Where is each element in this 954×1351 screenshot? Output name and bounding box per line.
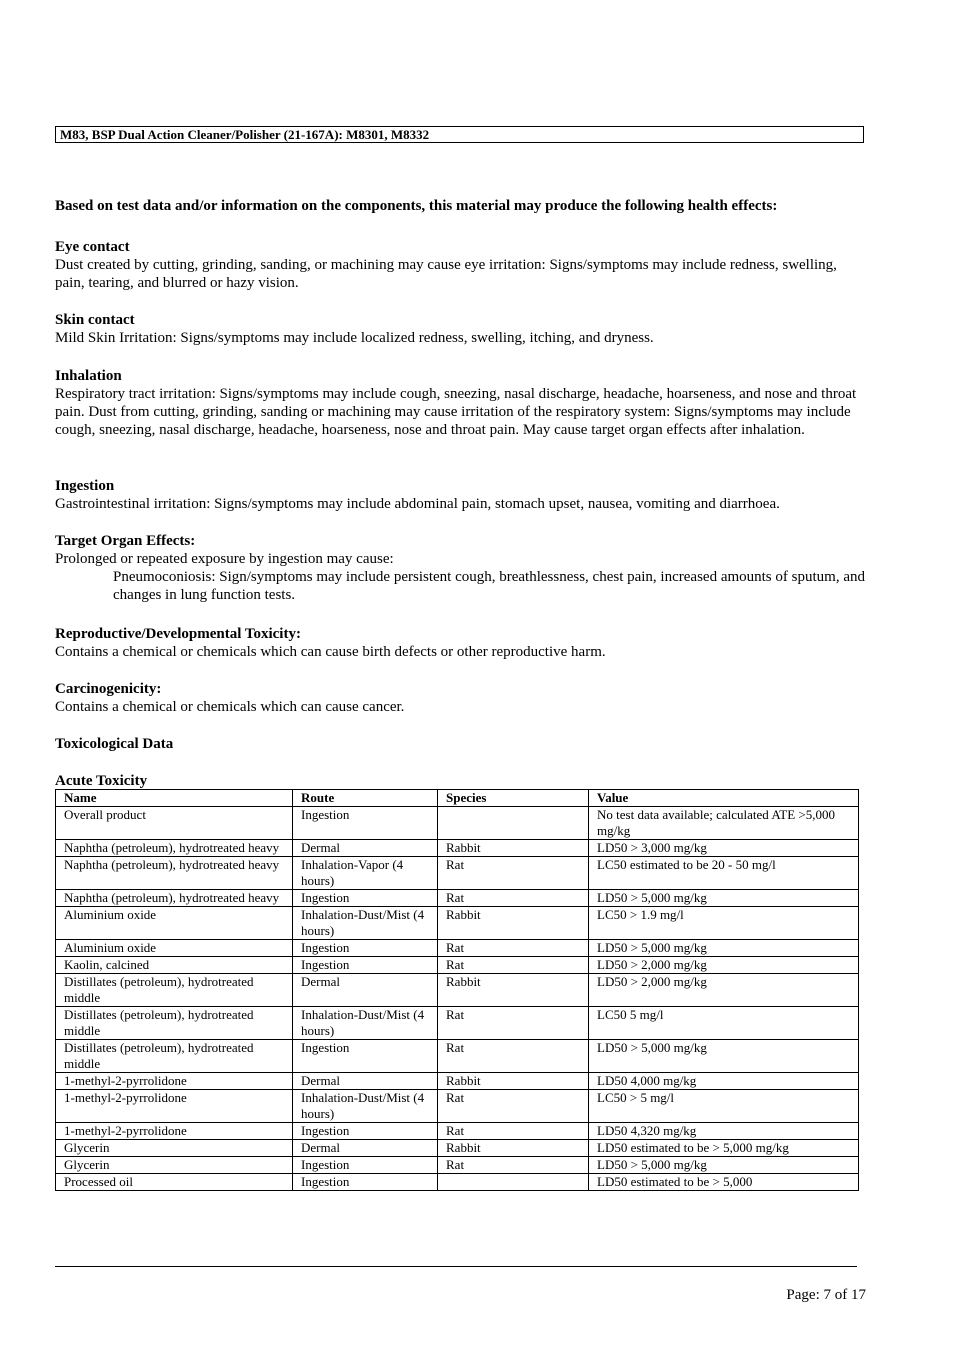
cell-value: LD50 > 5,000 mg/kg xyxy=(589,940,859,957)
target-organ-text: Prolonged or repeated exposure by ingestion may cause: xyxy=(55,551,394,567)
cell-species: Rat xyxy=(438,1090,589,1123)
cell-route: Inhalation-Dust/Mist (4 hours) xyxy=(293,1007,438,1040)
cell-name: Naphtha (petroleum), hydrotreated heavy xyxy=(56,890,293,907)
eye-contact-text: Dust created by cutting, grinding, sanding, or machining may cause eye irritation: Signs/symptoms may include redness, swelling, pain, tearing, and blurred or hazy vision. xyxy=(55,257,837,291)
cell-name: Glycerin xyxy=(56,1157,293,1174)
cell-species: Rabbit xyxy=(438,1140,589,1157)
acute-toxicity-table xyxy=(55,789,859,1191)
cell-route: Inhalation-Vapor (4 hours) xyxy=(293,857,438,890)
repro-heading: Reproductive/Developmental Toxicity: xyxy=(55,626,301,642)
column-header-value: Value xyxy=(589,790,859,807)
column-header-species: Species xyxy=(438,790,589,807)
cell-value: LD50 > 5,000 mg/kg xyxy=(589,1157,859,1174)
target-organ-indented-text: Pneumoconiosis: Sign/symptoms may include persistent cough, breathlessness, chest pain, increased amounts of sputum, and changes in lung function tests. xyxy=(113,569,865,603)
acute-toxicity-table-body xyxy=(56,807,859,1191)
cell-name: Distillates (petroleum), hydrotreated middle xyxy=(56,1040,293,1073)
cell-route: Ingestion xyxy=(293,1157,438,1174)
cell-species: Rat xyxy=(438,857,589,890)
cell-value: No test data available; calculated ATE >5,000 mg/kg xyxy=(589,807,859,840)
cell-route: Ingestion xyxy=(293,890,438,907)
inhalation-section xyxy=(55,367,870,439)
table-row xyxy=(56,840,859,857)
page-number: Page: 7 of 17 xyxy=(786,1287,866,1303)
cell-species xyxy=(438,807,589,840)
acute-toxicity-heading: Acute Toxicity xyxy=(55,773,148,789)
cell-value: LD50 > 2,000 mg/kg xyxy=(589,974,859,1007)
skin-contact-heading: Skin contact xyxy=(55,312,135,328)
cell-species: Rat xyxy=(438,940,589,957)
table-row xyxy=(56,1090,859,1123)
cell-species: Rat xyxy=(438,957,589,974)
cell-route: Ingestion xyxy=(293,940,438,957)
target-organ-section xyxy=(55,532,870,604)
cell-value: LD50 4,320 mg/kg xyxy=(589,1123,859,1140)
cell-name: Aluminium oxide xyxy=(56,940,293,957)
cell-value: LD50 > 5,000 mg/kg xyxy=(589,1040,859,1073)
eye-contact-section xyxy=(55,238,870,292)
cell-name: 1-methyl-2-pyrrolidone xyxy=(56,1073,293,1090)
cell-route: Ingestion xyxy=(293,1174,438,1191)
footer-divider xyxy=(55,1266,857,1267)
carcinogenicity-heading: Carcinogenicity: xyxy=(55,681,162,697)
table-row xyxy=(56,940,859,957)
cell-value: LC50 estimated to be 20 - 50 mg/l xyxy=(589,857,859,890)
carcinogenicity-text: Contains a chemical or chemicals which can cause cancer. xyxy=(55,699,405,715)
table-row xyxy=(56,1040,859,1073)
cell-name: 1-methyl-2-pyrrolidone xyxy=(56,1090,293,1123)
cell-route: Ingestion xyxy=(293,957,438,974)
cell-species: Rabbit xyxy=(438,840,589,857)
cell-route: Ingestion xyxy=(293,1123,438,1140)
table-row xyxy=(56,1157,859,1174)
cell-species: Rabbit xyxy=(438,1073,589,1090)
inhalation-text: Respiratory tract irritation: Signs/symptoms may include cough, sneezing, nasal discharge, headache, hoarseness, and nose and throat pain. Dust from cutting, grinding, sanding or machining may cause irritation of the respiratory system: Signs/symptoms may include cough, sneezing, nasal discharge, headache, hoarseness, nose and throat pain. May cause target organ effects after inhalation. xyxy=(55,386,857,438)
cell-species xyxy=(438,1174,589,1191)
toxicological-data-heading: Toxicological Data xyxy=(55,736,174,752)
cell-name: Glycerin xyxy=(56,1140,293,1157)
table-row xyxy=(56,907,859,940)
cell-value: LD50 > 3,000 mg/kg xyxy=(589,840,859,857)
skin-contact-text: Mild Skin Irritation: Signs/symptoms may include localized redness, swelling, itching, and dryness. xyxy=(55,330,654,346)
table-row xyxy=(56,1073,859,1090)
table-row xyxy=(56,1140,859,1157)
cell-name: Distillates (petroleum), hydrotreated middle xyxy=(56,1007,293,1040)
table-row xyxy=(56,1007,859,1040)
cell-species: Rat xyxy=(438,1157,589,1174)
table-row xyxy=(56,857,859,890)
cell-name: Overall product xyxy=(56,807,293,840)
column-header-route: Route xyxy=(293,790,438,807)
repro-text: Contains a chemical or chemicals which can cause birth defects or other reproductive harm. xyxy=(55,644,606,660)
cell-value: LC50 > 1.9 mg/l xyxy=(589,907,859,940)
cell-route: Inhalation-Dust/Mist (4 hours) xyxy=(293,1090,438,1123)
cell-route: Dermal xyxy=(293,974,438,1007)
cell-name: Naphtha (petroleum), hydrotreated heavy xyxy=(56,840,293,857)
table-row xyxy=(56,1174,859,1191)
carcinogenicity-section xyxy=(55,680,870,716)
cell-species: Rabbit xyxy=(438,974,589,1007)
cell-species: Rat xyxy=(438,1007,589,1040)
cell-value: LD50 > 5,000 mg/kg xyxy=(589,890,859,907)
cell-value: LD50 estimated to be > 5,000 mg/kg xyxy=(589,1140,859,1157)
cell-species: Rat xyxy=(438,890,589,907)
cell-name: Kaolin, calcined xyxy=(56,957,293,974)
cell-name: Aluminium oxide xyxy=(56,907,293,940)
cell-route: Inhalation-Dust/Mist (4 hours) xyxy=(293,907,438,940)
cell-name: Processed oil xyxy=(56,1174,293,1191)
cell-value: LD50 estimated to be > 5,000 xyxy=(589,1174,859,1191)
cell-species: Rat xyxy=(438,1123,589,1140)
cell-name: 1-methyl-2-pyrrolidone xyxy=(56,1123,293,1140)
skin-contact-section xyxy=(55,311,870,347)
cell-name: Naphtha (petroleum), hydrotreated heavy xyxy=(56,857,293,890)
cell-route: Dermal xyxy=(293,1073,438,1090)
inhalation-heading: Inhalation xyxy=(55,368,122,384)
health-effects-intro: Based on test data and/or information on the components, this material may produce the following health effects: xyxy=(55,198,778,214)
table-row xyxy=(56,1123,859,1140)
cell-name: Distillates (petroleum), hydrotreated middle xyxy=(56,974,293,1007)
ingestion-section xyxy=(55,477,870,513)
table-header-row xyxy=(56,790,859,807)
cell-value: LD50 > 2,000 mg/kg xyxy=(589,957,859,974)
ingestion-text: Gastrointestinal irritation: Signs/symptoms may include abdominal pain, stomach upset, nausea, vomiting and diarrhoea. xyxy=(55,496,780,512)
cell-species: Rabbit xyxy=(438,907,589,940)
cell-value: LC50 > 5 mg/l xyxy=(589,1090,859,1123)
cell-route: Dermal xyxy=(293,840,438,857)
repro-section xyxy=(55,625,870,661)
cell-route: Dermal xyxy=(293,1140,438,1157)
cell-route: Ingestion xyxy=(293,1040,438,1073)
table-row xyxy=(56,957,859,974)
table-row xyxy=(56,890,859,907)
table-row xyxy=(56,807,859,840)
ingestion-heading: Ingestion xyxy=(55,478,115,494)
target-organ-heading: Target Organ Effects: xyxy=(55,533,196,549)
document-header: M83, BSP Dual Action Cleaner/Polisher (21-167A): M8301, M8332 xyxy=(55,126,864,143)
cell-species: Rat xyxy=(438,1040,589,1073)
cell-value: LD50 4,000 mg/kg xyxy=(589,1073,859,1090)
eye-contact-heading: Eye contact xyxy=(55,239,130,255)
column-header-name: Name xyxy=(56,790,293,807)
cell-value: LC50 5 mg/l xyxy=(589,1007,859,1040)
table-row xyxy=(56,974,859,1007)
cell-route: Ingestion xyxy=(293,807,438,840)
